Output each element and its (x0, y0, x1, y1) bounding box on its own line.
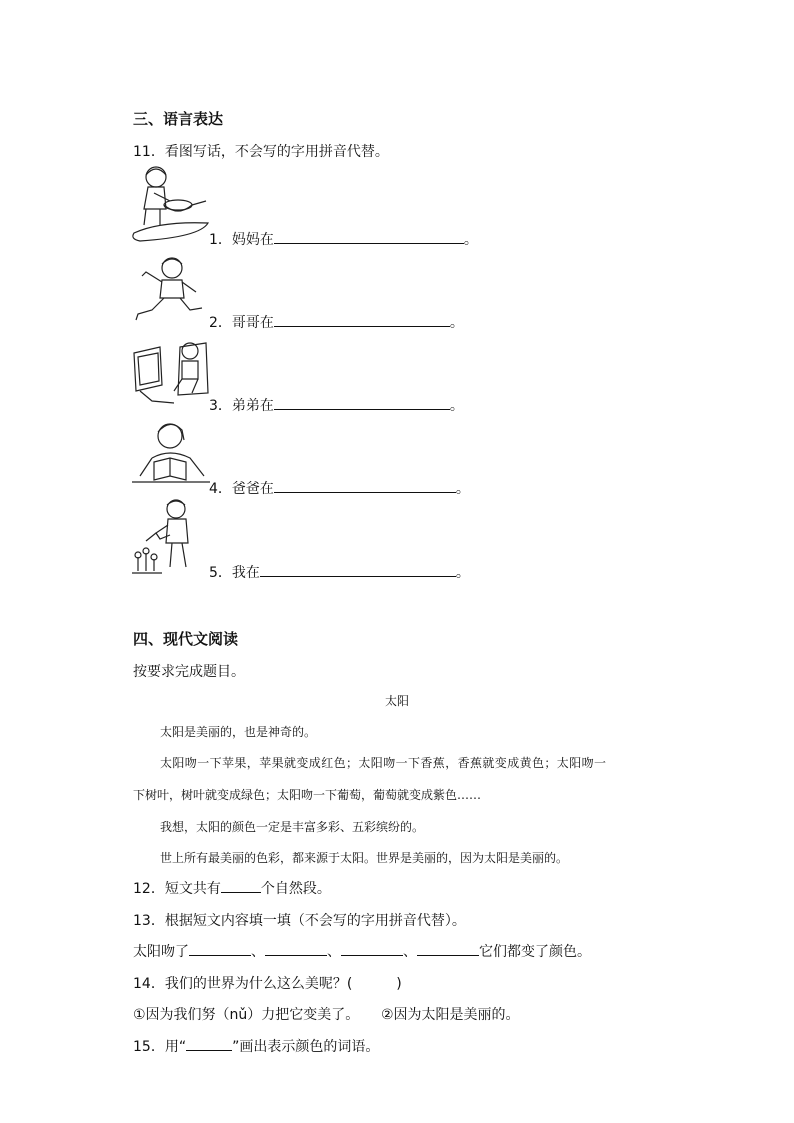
q11-item-4-label: 4．爸爸在 (209, 481, 274, 497)
father-reading-illustration (130, 418, 212, 492)
q14-close-paren: ) (396, 976, 402, 992)
q11-item-4-end: 。 (455, 481, 470, 497)
q11-item-4 (209, 478, 470, 498)
section4-instruction: 按要求完成题目。 (133, 664, 245, 680)
passage-paragraph-4: 世上所有最美丽的色彩，都来源于太阳。世界是美丽的，因为太阳是美丽的。 (160, 851, 569, 865)
section-title-modern-reading: 四、现代文阅读 (133, 630, 239, 648)
q11-item-2-answer-blank[interactable] (274, 312, 450, 327)
q15-pre: 15．用“ (133, 1039, 187, 1055)
q11-item-5 (209, 562, 470, 582)
q11-item-2 (209, 312, 464, 332)
q13-blank-4[interactable] (417, 941, 479, 956)
q13-sep-1: 、 (251, 944, 265, 960)
q13-blank-3[interactable] (341, 941, 403, 956)
question-13-fill-line (133, 941, 591, 961)
q11-item-3-label: 3．弟弟在 (209, 398, 274, 414)
question-15 (133, 1036, 379, 1056)
q11-item-5-end: 。 (455, 565, 470, 581)
q11-item-4-answer-blank[interactable] (274, 478, 456, 493)
q14-prompt-text: 14．我们的世界为什么这么美呢？( (133, 976, 353, 992)
question-11-prompt: 11．看图写话，不会写的字用拼音代替。 (133, 144, 389, 160)
brother-running-illustration (132, 254, 208, 326)
q13-sep-2: 、 (327, 944, 341, 960)
q11-item-1-answer-blank[interactable] (274, 229, 464, 244)
younger-brother-watching-tv-illustration (130, 335, 212, 411)
q11-item-1-end: 。 (463, 232, 478, 248)
q14-option-1: ①因为我们努（nǔ）力把它变美了。 (133, 1007, 360, 1023)
passage-title: 太阳 (385, 694, 410, 708)
passage-paragraph-3: 我想，太阳的颜色一定是丰富多彩、五彩缤纷的。 (160, 820, 425, 834)
q11-item-3-answer-blank[interactable] (274, 395, 450, 410)
passage-paragraph-1: 太阳是美丽的，也是神奇的。 (160, 725, 317, 739)
q11-item-1-label: 1．妈妈在 (209, 232, 274, 248)
q13-sep-3: 、 (403, 944, 417, 960)
section-title-language-expression: 三、语言表达 (133, 110, 224, 128)
q15-post: ”画出表示颜色的词语。 (232, 1039, 380, 1055)
q15-underline-sample (186, 1036, 232, 1051)
q12-answer-blank[interactable] (221, 878, 261, 893)
q13-blank-1[interactable] (189, 941, 251, 956)
q13-pre: 太阳吻了 (133, 944, 189, 960)
passage-paragraph-2-line-1: 太阳吻一下苹果，苹果就变成红色；太阳吻一下香蕉，香蕉就变成黄色；太阳吻一 (160, 756, 607, 770)
q11-item-3-end: 。 (449, 398, 464, 414)
question-13-prompt: 13．根据短文内容填一填（不会写的字用拼音代替）。 (133, 913, 466, 929)
me-watering-flowers-illustration (132, 497, 208, 577)
q11-item-3 (209, 395, 464, 415)
mother-cooking-illustration (130, 163, 212, 245)
q11-item-1 (209, 229, 478, 249)
q13-post: 它们都变了颜色。 (479, 944, 591, 960)
q11-item-2-label: 2．哥哥在 (209, 315, 274, 331)
q11-item-2-end: 。 (449, 315, 464, 331)
q13-blank-2[interactable] (265, 941, 327, 956)
passage-paragraph-2-line-2: 下树叶，树叶就变成绿色；太阳吻一下葡萄，葡萄就变成紫色…… (133, 788, 482, 802)
q14-option-2: ②因为太阳是美丽的。 (381, 1007, 520, 1023)
q11-item-5-label: 5．我在 (209, 565, 260, 581)
question-14-prompt (133, 973, 402, 993)
q12-post: 个自然段。 (260, 881, 331, 897)
q12-pre: 12．短文共有 (133, 881, 221, 897)
question-12 (133, 878, 331, 898)
q11-item-5-answer-blank[interactable] (260, 562, 456, 577)
